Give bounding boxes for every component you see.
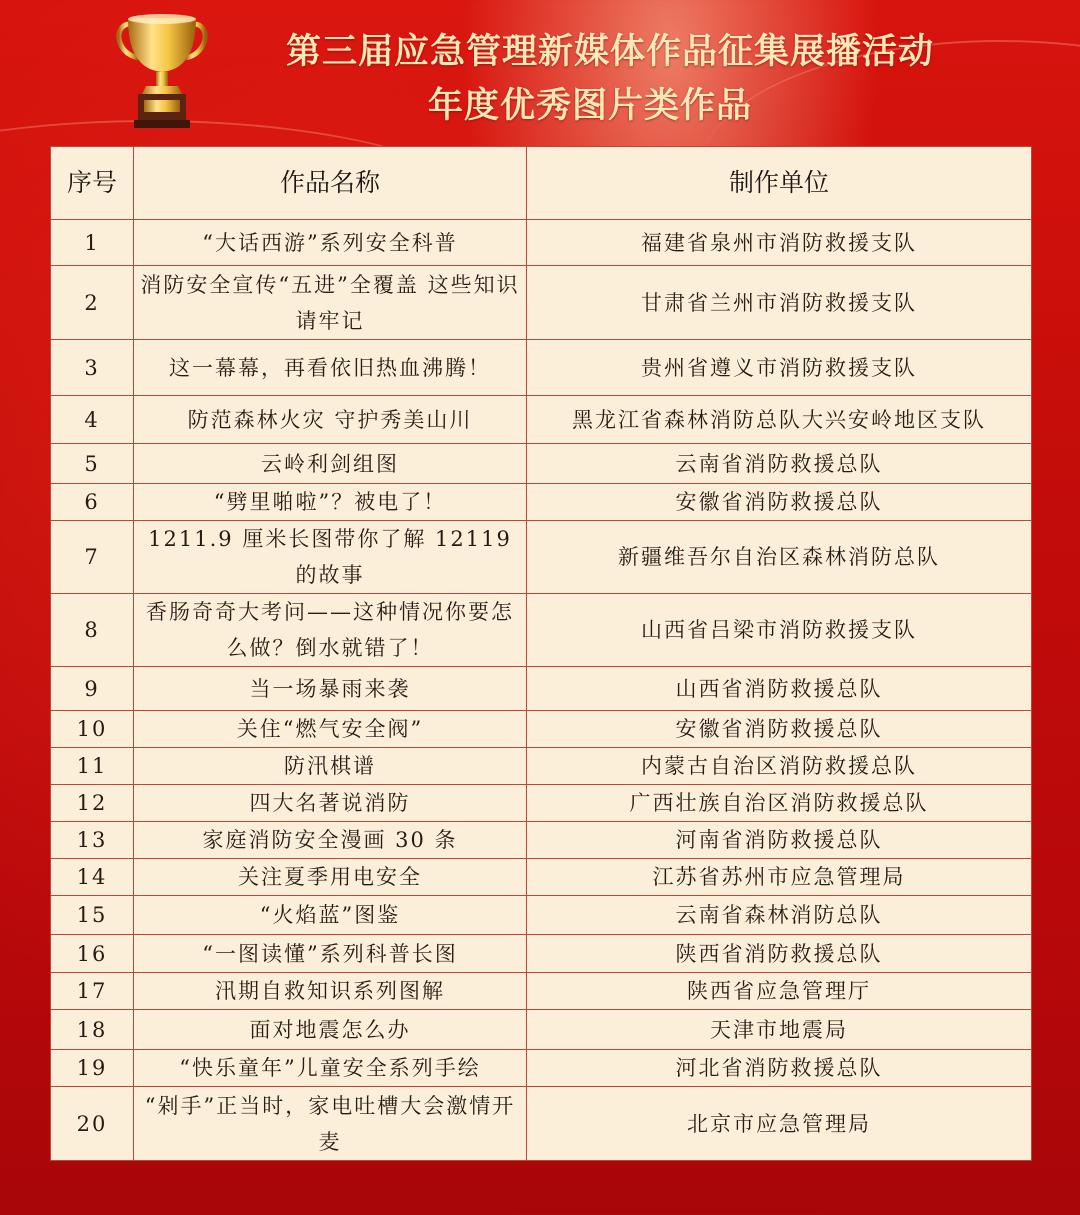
table-row (51, 444, 1032, 484)
table-header-row (51, 147, 1032, 220)
cell-producer: 陕西省应急管理厅 (527, 973, 1032, 1010)
cell-work-name: 关注夏季用电安全 (134, 859, 527, 896)
cell-work-name: 防范森林火灾 守护秀美山川 (134, 396, 527, 444)
cell-number: 3 (51, 340, 134, 396)
page-subtitle: 年度优秀图片类作品 (427, 86, 752, 126)
cell-work-name: 家庭消防安全漫画 30 条 (134, 822, 527, 859)
header-work-name: 作品名称 (134, 147, 527, 220)
header-producer: 制作单位 (527, 147, 1032, 220)
cell-number: 13 (51, 822, 134, 859)
cell-producer: 甘肃省兰州市消防救援支队 (527, 266, 1032, 340)
cell-producer: 贵州省遵义市消防救援支队 (527, 340, 1032, 396)
cell-work-name: “一图读懂”系列科普长图 (134, 935, 527, 973)
table-row (51, 266, 1032, 340)
cell-producer: 安徽省消防救援总队 (527, 711, 1032, 748)
cell-work-name: 消防安全宣传“五进”全覆盖 这些知识请牢记 (134, 266, 527, 340)
cell-producer: 山西省吕梁市消防救援支队 (527, 594, 1032, 667)
table-row (51, 859, 1032, 896)
table-row (51, 1010, 1032, 1050)
table-row (51, 973, 1032, 1010)
cell-number: 6 (51, 484, 134, 521)
cell-number: 14 (51, 859, 134, 896)
table-row (51, 711, 1032, 748)
cell-work-name: 1211.9 厘米长图带你了解 12119 的故事 (134, 521, 527, 594)
cell-work-name: 面对地震怎么办 (134, 1010, 527, 1050)
cell-producer: 云南省森林消防总队 (527, 896, 1032, 935)
cell-number: 16 (51, 935, 134, 973)
table-row (51, 748, 1032, 785)
cell-number: 9 (51, 667, 134, 711)
table-row (51, 822, 1032, 859)
cell-work-name: 四大名著说消防 (134, 785, 527, 822)
cell-work-name: “剁手”正当时，家电吐槽大会激情开麦 (134, 1087, 527, 1161)
cell-number: 1 (51, 220, 134, 266)
cell-work-name: “大话西游”系列安全科普 (134, 220, 527, 266)
cell-work-name: 当一场暴雨来袭 (134, 667, 527, 711)
cell-number: 17 (51, 973, 134, 1010)
cell-producer: 陕西省消防救援总队 (527, 935, 1032, 973)
cell-producer: 河南省消防救援总队 (527, 822, 1032, 859)
cell-producer: 山西省消防救援总队 (527, 667, 1032, 711)
cell-work-name: 汛期自救知识系列图解 (134, 973, 527, 1010)
cell-number: 2 (51, 266, 134, 340)
cell-work-name: “快乐童年”儿童安全系列手绘 (134, 1050, 527, 1087)
table-row (51, 396, 1032, 444)
cell-number: 10 (51, 711, 134, 748)
table-row (51, 594, 1032, 667)
table-row (51, 785, 1032, 822)
cell-producer: 河北省消防救援总队 (527, 1050, 1032, 1087)
cell-producer: 云南省消防救援总队 (527, 444, 1032, 484)
cell-number: 15 (51, 896, 134, 935)
table-row (51, 935, 1032, 973)
cell-producer: 内蒙古自治区消防救援总队 (527, 748, 1032, 785)
cell-number: 12 (51, 785, 134, 822)
cell-producer: 北京市应急管理局 (527, 1087, 1032, 1161)
cell-number: 19 (51, 1050, 134, 1087)
cell-producer: 江苏省苏州市应急管理局 (527, 859, 1032, 896)
cell-work-name: “火焰蓝”图鉴 (134, 896, 527, 935)
table-row (51, 896, 1032, 935)
table-row (51, 220, 1032, 266)
table-row (51, 667, 1032, 711)
cell-number: 5 (51, 444, 134, 484)
cell-number: 11 (51, 748, 134, 785)
cell-producer: 福建省泉州市消防救援支队 (527, 220, 1032, 266)
table-row (51, 521, 1032, 594)
cell-number: 18 (51, 1010, 134, 1050)
cell-work-name: 关住“燃气安全阀” (134, 711, 527, 748)
cell-producer: 新疆维吾尔自治区森林消防总队 (527, 521, 1032, 594)
cell-work-name: 这一幕幕，再看依旧热血沸腾！ (134, 340, 527, 396)
header-no: 序号 (51, 147, 134, 220)
cell-work-name: 香肠奇奇大考问——这种情况你要怎么做？倒水就错了！ (134, 594, 527, 667)
table-row (51, 1050, 1032, 1087)
cell-number: 20 (51, 1087, 134, 1161)
cell-producer: 天津市地震局 (527, 1010, 1032, 1050)
cell-work-name: 防汛棋谱 (134, 748, 527, 785)
cell-number: 4 (51, 396, 134, 444)
page-title: 第三届应急管理新媒体作品征集展播活动 (285, 32, 934, 72)
cell-producer: 黑龙江省森林消防总队大兴安岭地区支队 (527, 396, 1032, 444)
cell-work-name: “劈里啪啦”？被电了！ (134, 484, 527, 521)
cell-producer: 安徽省消防救援总队 (527, 484, 1032, 521)
table-row (51, 1087, 1032, 1161)
cell-producer: 广西壮族自治区消防救援总队 (527, 785, 1032, 822)
cell-number: 7 (51, 521, 134, 594)
cell-number: 8 (51, 594, 134, 667)
table-row (51, 484, 1032, 521)
works-table (50, 146, 1032, 1161)
cell-work-name: 云岭利剑组图 (134, 444, 527, 484)
table-row (51, 340, 1032, 396)
